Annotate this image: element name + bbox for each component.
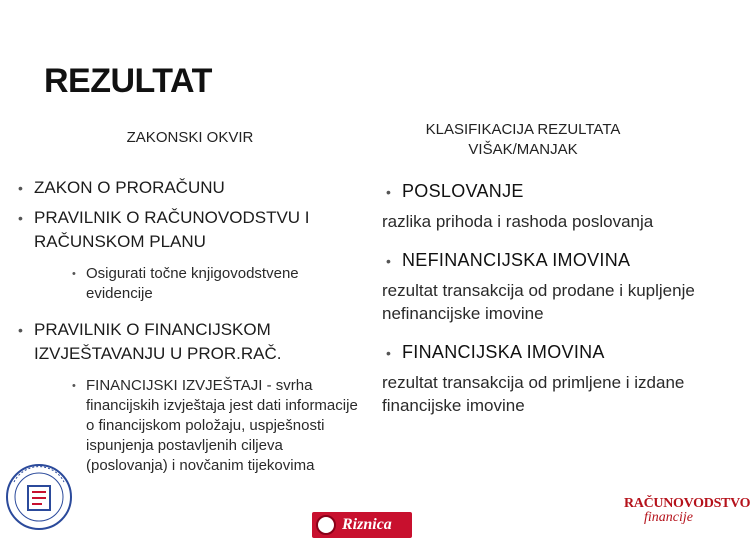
association-seal-icon xyxy=(4,462,74,532)
bullet-icon: • xyxy=(386,184,392,200)
slide-title: REZULTAT xyxy=(44,62,212,100)
bullet-icon: • xyxy=(18,180,23,196)
bullet-icon: • xyxy=(386,253,392,269)
riznica-logo-text: Riznica xyxy=(342,516,392,533)
class-heading-text: FINANCIJSKA IMOVINA xyxy=(402,342,605,362)
bullet-icon: • xyxy=(72,380,76,392)
list-item-pravilnik-racunovodstvo xyxy=(14,206,366,254)
right-column xyxy=(382,178,707,417)
sub-item-financijski-izvjestaji xyxy=(68,376,366,476)
class-description: razlika prihoda i rashoda poslovanja xyxy=(382,212,654,231)
list-item-text: PRAVILNIK O FINANCIJSKOM IZVJEŠTAVANJU U PROR.RAČ. xyxy=(34,320,282,363)
right-heading-line2: VIŠAK/MANJAK xyxy=(468,141,578,158)
right-heading-line1: KLASIFIKACIJA REZULTATA xyxy=(425,121,621,138)
sub-item-text: - svrha financijskih izvještaja jest dati informacije o financijskom položaju, uspješnosti ispunjenja postavljenih ciljeva (poslovanja) i novčanim tijekovima xyxy=(86,377,358,474)
riznica-logo xyxy=(312,512,412,538)
list-item-pravilnik-izvjestavanje xyxy=(14,318,366,366)
sub-item-evidencije xyxy=(68,264,366,304)
racunovodstvo-logo xyxy=(624,496,750,536)
association-logo xyxy=(4,462,74,532)
racunovodstvo-logo-line2: financije xyxy=(644,510,693,525)
class-heading-poslovanje xyxy=(382,178,707,204)
class-description: rezultat transakcija od prodane i kupljenje nefinancijske imovine xyxy=(382,281,695,323)
right-column-heading xyxy=(408,120,638,160)
bullet-icon: • xyxy=(386,345,392,361)
list-item-text: ZAKON O PRORAČUNU xyxy=(34,178,225,197)
list-item-zakon xyxy=(14,176,366,200)
racunovodstvo-logo-line1: RAČUNOVODSTVO xyxy=(624,496,750,511)
sub-item-strong: FINANCIJSKI IZVJEŠTAJI xyxy=(86,377,263,394)
class-heading-text: NEFINANCIJSKA IMOVINA xyxy=(402,250,631,270)
left-column xyxy=(14,176,366,476)
bullet-icon: • xyxy=(18,210,23,226)
left-column-heading: ZAKONSKI OKVIR xyxy=(126,129,254,146)
sub-item-text: Osigurati točne knjigovodstvene evidencije xyxy=(86,265,299,302)
class-heading-nefinancijska xyxy=(382,247,707,273)
class-heading-text: POSLOVANJE xyxy=(402,181,524,201)
riznica-emblem-icon xyxy=(316,515,336,535)
bullet-icon: • xyxy=(72,268,76,280)
class-heading-financijska xyxy=(382,339,707,365)
bullet-icon: • xyxy=(18,322,23,338)
list-item-text: PRAVILNIK O RAČUNOVODSTVU I RAČUNSKOM PLANU xyxy=(34,208,310,251)
class-description: rezultat transakcija od primljene i izdane financijske imovine xyxy=(382,373,685,415)
